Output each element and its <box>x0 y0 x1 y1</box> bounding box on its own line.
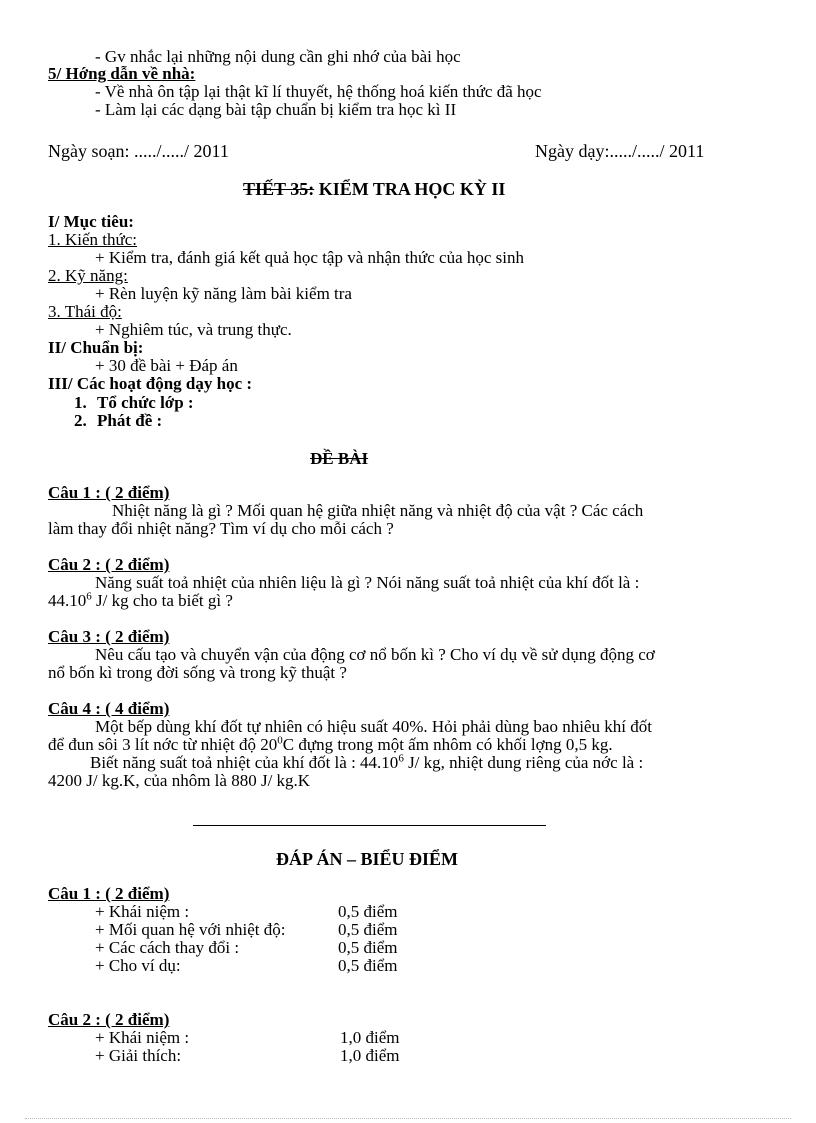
question-4-label: Câu 4 : ( 4 điểm) <box>48 699 170 718</box>
objectives-heading: I/ Mục tiêu: <box>48 212 134 231</box>
preparation-heading: II/ Chuẩn bị: <box>48 338 144 357</box>
question-2-line-2 <box>48 592 233 610</box>
exam-heading: ĐỀ BÀI <box>310 449 369 468</box>
answer-1-item: + Cho ví dụ: <box>95 956 181 975</box>
activities-heading: III/ Các hoạt động dạy học : <box>48 374 253 393</box>
question-4-line-3 <box>90 754 643 772</box>
q2-rest: J/ kg cho ta biết gì ? <box>91 591 233 610</box>
question-2-label: Câu 2 : ( 2 điểm) <box>48 555 170 574</box>
activity-item-1-number: 1. <box>74 393 87 412</box>
q4-line2-b: C đựng trong một ấm nhôm có khối lợng 0,5 kg. <box>282 735 613 754</box>
q4-line3-b: J/ kg, nhiệt dung riêng của nớc là : <box>403 753 644 772</box>
skills-label: 2. Kỹ năng: <box>48 266 128 285</box>
knowledge-text: + Kiểm tra, đánh giá kết quả học tập và nhận thức của học sinh <box>95 248 525 267</box>
answer-1-item: + Khái niệm : <box>95 902 190 921</box>
question-4-line-4: 4200 J/ kg.K, của nhôm là 880 J/ kg.K <box>48 771 311 790</box>
answer-1-item: + Các cách thay đổi : <box>95 938 240 957</box>
attitude-text: + Nghiêm túc, và trung thực. <box>95 320 292 339</box>
activity-item-2-text: Phát đề : <box>97 411 163 430</box>
activity-item-1 <box>74 394 194 412</box>
answer-2-score: 1,0 điểm <box>340 1028 400 1047</box>
question-4-line-1: Một bếp dùng khí đốt tự nhiên có hiệu suất 40%. Hỏi phải dùng bao nhiêu khí đốt <box>95 717 652 736</box>
q4-temp-exponent: 0 <box>277 734 283 747</box>
answer-1-item: + Mối quan hệ với nhiệt độ: <box>95 920 286 939</box>
q4-line3-a: Biết năng suất toả nhiệt của khí đốt là : 44.10 <box>90 753 399 772</box>
answers-heading: ĐÁP ÁN – BIỂU ĐIỂM <box>276 849 459 869</box>
question-1-line-2: làm thay đổi nhiệt năng? Tìm ví dụ cho mỗi cách ? <box>48 519 394 538</box>
section-5-heading: 5/ Hớng dẫn về nhà: <box>48 64 196 83</box>
question-3-label: Câu 3 : ( 2 điểm) <box>48 627 170 646</box>
activity-item-2 <box>74 412 162 430</box>
question-2-line-1: Năng suất toả nhiệt của nhiên liệu là gì ? Nói năng suất toả nhiệt của khí đốt là : <box>95 573 640 592</box>
answer-1-label: Câu 1 : ( 2 điểm) <box>48 884 170 903</box>
answer-2-item: + Khái niệm : <box>95 1028 190 1047</box>
question-3-line-1: Nêu cấu tạo và chuyển vận của động cơ nổ bốn kì ? Cho ví dụ về sử dụng động cơ <box>95 645 655 664</box>
page-title <box>243 180 505 198</box>
answer-2-label: Câu 2 : ( 2 điểm) <box>48 1010 170 1029</box>
homework-line-2: - Làm lại các dạng bài tập chuẩn bị kiểm tra học kì II <box>95 100 457 119</box>
activity-item-1-text: Tổ chức lớp : <box>97 393 194 412</box>
preparation-text: + 30 đề bài + Đáp án <box>95 356 238 375</box>
question-1-label: Câu 1 : ( 2 điểm) <box>48 483 170 502</box>
preparation-date: Ngày soạn: ...../...../ 2011 <box>48 141 229 161</box>
q2-exponent: 6 <box>86 590 92 603</box>
section-divider <box>193 825 546 826</box>
closing-note: - Gv nhắc lại những nội dung cần ghi nhớ của bài học <box>95 47 461 66</box>
q4-line3-exponent: 6 <box>398 752 404 765</box>
lesson-number: TIẾT 35: <box>243 179 315 199</box>
question-3-line-2: nổ bốn kì trong đời sống và trong kỹ thuật ? <box>48 663 347 682</box>
answer-1-score: 0,5 điểm <box>338 938 398 957</box>
q4-line2-a: để đun sôi 3 lít nớc từ nhiệt độ 20 <box>48 735 278 754</box>
attitude-label: 3. Thái độ: <box>48 302 122 321</box>
question-4-line-2 <box>48 736 613 754</box>
answer-1-score: 0,5 điểm <box>338 902 398 921</box>
homework-line-1: - Về nhà ôn tập lại thật kĩ lí thuyết, hệ thống hoá kiến thức đã học <box>95 82 542 101</box>
skills-text: + Rèn luyện kỹ năng làm bài kiểm tra <box>95 284 352 303</box>
knowledge-label: 1. Kiến thức: <box>48 230 138 249</box>
answer-1-score: 0,5 điểm <box>338 920 398 939</box>
answer-1-score: 0,5 điểm <box>338 956 398 975</box>
teaching-date: Ngày dạy:...../...../ 2011 <box>535 141 705 161</box>
answer-2-item: + Giải thích: <box>95 1046 182 1065</box>
question-1-line-1: Nhiệt năng là gì ? Mối quan hệ giữa nhiệt năng và nhiệt độ của vật ? Các cách <box>112 501 644 520</box>
lesson-title: KIỂM TRA HỌC KỲ II <box>314 179 506 199</box>
page-bottom-border <box>25 1118 791 1119</box>
q2-value: 44.10 <box>48 591 87 610</box>
answer-2-score: 1,0 điểm <box>340 1046 400 1065</box>
activity-item-2-number: 2. <box>74 411 87 430</box>
